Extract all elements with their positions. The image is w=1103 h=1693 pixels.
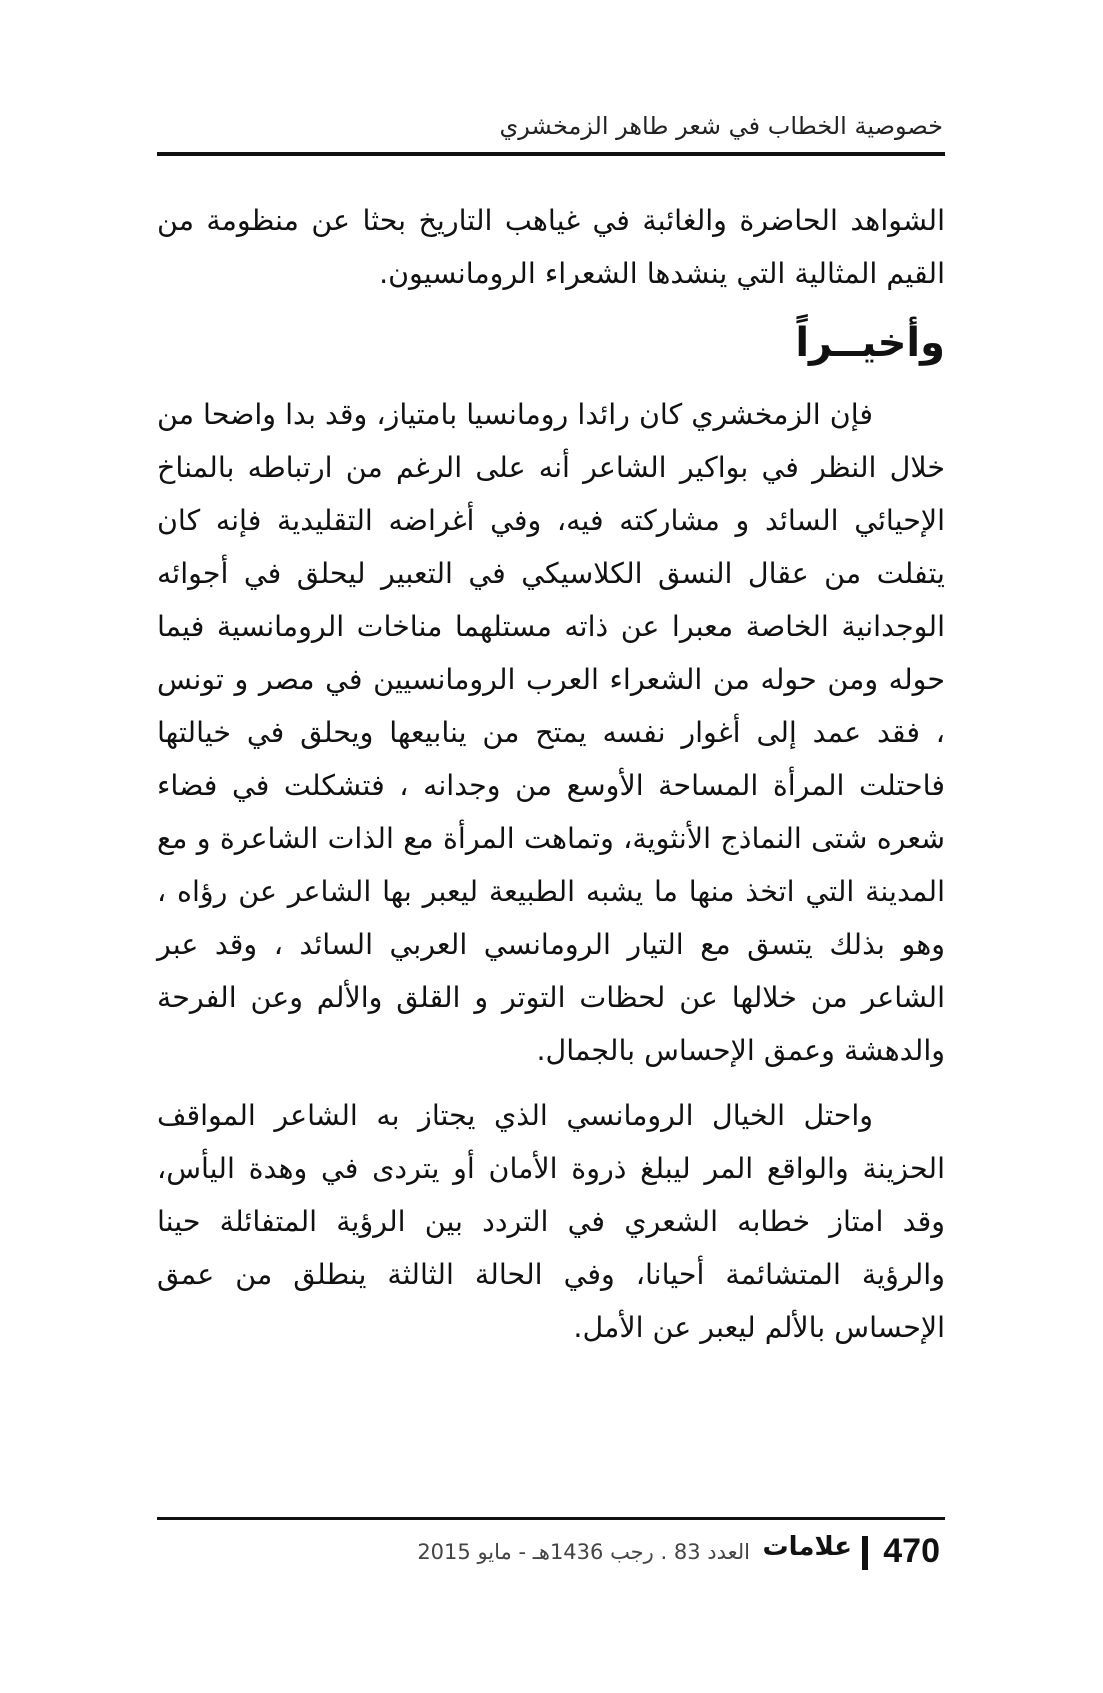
running-header-title: خصوصية الخطاب ﻓﻲ شعر طاهر الزمخشري bbox=[499, 112, 943, 140]
footer-separator bbox=[862, 1536, 868, 1570]
page-footer bbox=[400, 1532, 940, 1572]
intro-paragraph: الشواهد الحاضرة والغائبة ﻓﻲ غياهب التاريخ بحثا عن منظومة من القيم المثالية التي ينشدها الشعراء الرومانسيون. bbox=[157, 204, 945, 290]
body-text bbox=[157, 194, 945, 1354]
header-rule bbox=[157, 152, 945, 156]
journal-logo-text: علامات bbox=[762, 1532, 852, 1562]
paragraph-2: واحتل الخيال الرومانسي الذي يجتاز به الشاعر المواقف الحزينة والواقع المر ليبلغ ذروة الأمان أو يتردى ﻓﻲ وهدة اليأس، وقد امتاز خطابه الشعري ﻓﻲ التردد بين الرؤية المتفائلة حينا والرؤية المتشائمة أحيانا، وﻓﻲ الحالة الثالثة ينطلق من عمق الإحساس بالألم ليعبر عن الأمل. bbox=[157, 1099, 945, 1344]
page-number: 470 bbox=[883, 1532, 940, 1570]
paragraph-1: فإن الزمخشري كان رائدا رومانسيا بامتياز، وقد بدا واضحا من خلال النظر ﻓﻲ بواكير الشاعر أنه على الرغم من ارتباطه بالمناخ الإحيائي السائد و مشاركته فيه، وﻓﻲ أغراضه التقليدية فإنه كان يتفلت من عقال النسق الكلاسيكي ﻓﻲ التعبير ليحلق ﻓﻲ أجوائه الوجدانية الخاصة معبرا عن ذاته مستلهما مناخات الرومانسية فيما حوله ومن حوله من الشعراء العرب الرومانسيين ﻓﻲ مصر و تونس ، فقد عمد إلى أغوار نفسه يمتح من ينابيعها ويحلق ﻓﻲ خيالتها فاحتلت المرأة المساحة الأوسع من وجدانه ، فتشكلت ﻓﻲ فضاء شعره شتى النماذج الأنثوية، وتماهت المرأة مع الذات الشاعرة و مع المدينة التي اتخذ منها ما يشبه الطبيعة ليعبر بها الشاعر عن رؤاه ، وهو بذلك يتسق مع التيار الرومانسي العربي السائد ، وقد عبر الشاعر من خلالها عن لحظات التوتر و القلق والألم وعن الفرحة والدهشة وعمق الإحساس بالجمال. bbox=[157, 398, 945, 1067]
footer-rule bbox=[157, 1517, 945, 1520]
issue-info: العدد 83 . رجب 1436هـ - مايو 2015 bbox=[417, 1540, 750, 1564]
section-heading: وأخيــراً bbox=[795, 320, 945, 366]
